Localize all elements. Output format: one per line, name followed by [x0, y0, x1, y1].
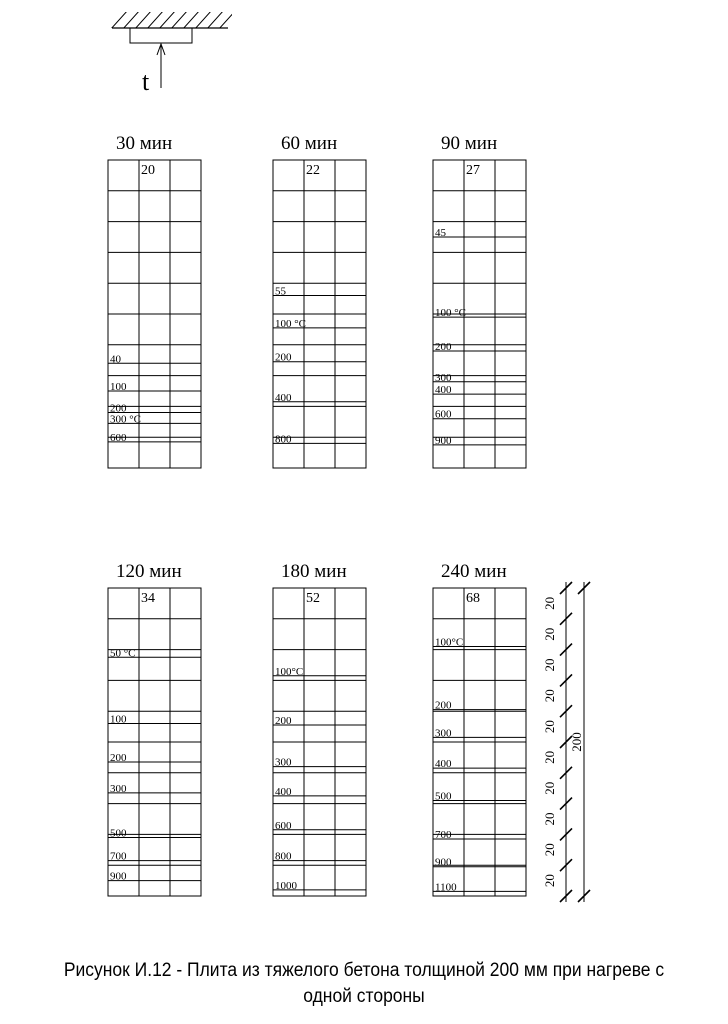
dimension-segment-label: 20 — [542, 689, 557, 703]
fixed-support-schematic — [110, 10, 236, 96]
ceiling-hatch — [110, 10, 236, 30]
isotherm-label: 700 — [435, 829, 452, 842]
isotherm-label: 400 — [435, 758, 452, 771]
panel-time-label: 90 мин — [441, 133, 498, 154]
surface-temperature-label: 20 — [141, 163, 155, 178]
caption-line-2: одной стороны — [303, 986, 425, 1007]
dimension-segment-label: 20 — [542, 843, 557, 857]
surface-temperature-label: 34 — [141, 591, 155, 606]
isotherm-label: 1000 — [275, 879, 297, 892]
isotherm-label: 1100 — [435, 881, 457, 894]
panel-4 — [108, 561, 201, 896]
thickness-dimension — [542, 582, 590, 902]
isotherm-label: 300 — [275, 756, 292, 769]
isotherm-label: 300 — [435, 727, 452, 740]
isotherm-label: 300 — [435, 371, 452, 384]
isotherm-label: 900 — [110, 870, 127, 883]
figure-caption — [29, 958, 699, 1010]
isotherm-label: 600 — [110, 431, 127, 444]
dimension-segment-label: 20 — [542, 874, 557, 888]
panel-6 — [433, 561, 526, 896]
panel-time-label: 120 мин — [116, 561, 182, 582]
surface-temperature-label: 22 — [306, 163, 320, 178]
slab-block — [130, 28, 192, 43]
dimension-segment-label: 20 — [542, 781, 557, 795]
panels-group — [108, 133, 526, 896]
caption-line-1: Рисунок И.12 - Плита из тяжелого бетона толщиной 200 мм при нагреве с — [63, 960, 665, 981]
isotherm-label: 700 — [110, 850, 127, 863]
dimension-segment-label: 20 — [542, 812, 557, 826]
surface-temperature-label: 52 — [306, 591, 320, 606]
isotherm-label: 40 — [110, 353, 121, 366]
isotherm-label: 400 — [275, 785, 292, 798]
dimension-segment-label: 20 — [542, 720, 557, 734]
isotherm-label: 100°C — [435, 636, 464, 649]
isotherm-label: 900 — [435, 434, 452, 447]
isotherm-label: 800 — [275, 850, 292, 863]
isotherm-label: 200 — [275, 715, 292, 728]
isotherm-label: 600 — [435, 408, 452, 421]
isotherm-label: 300 — [110, 782, 127, 795]
isotherm-label: 400 — [435, 384, 452, 397]
isotherm-label: 100 °C — [275, 317, 306, 330]
isotherm-label: 200 — [435, 699, 452, 712]
panel-time-label: 60 мин — [281, 133, 338, 154]
isotherm-label: 800 — [275, 433, 292, 446]
isotherm-label: 900 — [435, 856, 452, 869]
isotherm-label: 55 — [275, 285, 286, 298]
dimension-segment-label: 20 — [542, 596, 557, 610]
panel-time-label: 180 мин — [281, 561, 347, 582]
dimension-segment-label: 20 — [542, 750, 557, 764]
total-thickness-label: 200 — [569, 732, 584, 752]
dimension-segment-label: 20 — [542, 658, 557, 672]
isotherm-label: 100 °C — [435, 307, 466, 320]
isotherm-label: 600 — [275, 819, 292, 832]
isotherm-label: 45 — [435, 227, 446, 239]
panel-5 — [273, 561, 366, 896]
isotherm-label: 500 — [110, 827, 127, 840]
dimension-segment-label: 20 — [542, 627, 557, 641]
panel-time-label: 240 мин — [441, 561, 507, 582]
isotherm-label: 100 — [110, 381, 127, 393]
isotherm-label: 300 °C — [110, 413, 141, 426]
panel-time-label: 30 мин — [116, 133, 173, 154]
isotherm-label: 100 — [110, 713, 127, 726]
isotherm-label: 400 — [275, 391, 292, 404]
panel-3 — [433, 133, 526, 468]
isotherm-label: 100°C — [275, 665, 304, 678]
isotherm-label: 200 — [435, 340, 452, 353]
panel-1 — [108, 133, 201, 468]
isotherm-label: 200 — [110, 402, 127, 415]
heat-direction-label: t — [142, 67, 150, 96]
isotherm-label: 500 — [435, 790, 452, 803]
surface-temperature-label: 27 — [466, 163, 480, 178]
surface-temperature-label: 68 — [466, 591, 480, 606]
panel-2 — [273, 133, 366, 468]
isotherm-label: 50 °C — [110, 647, 136, 660]
isotherm-label: 200 — [275, 351, 292, 364]
isotherm-label: 200 — [110, 752, 127, 765]
